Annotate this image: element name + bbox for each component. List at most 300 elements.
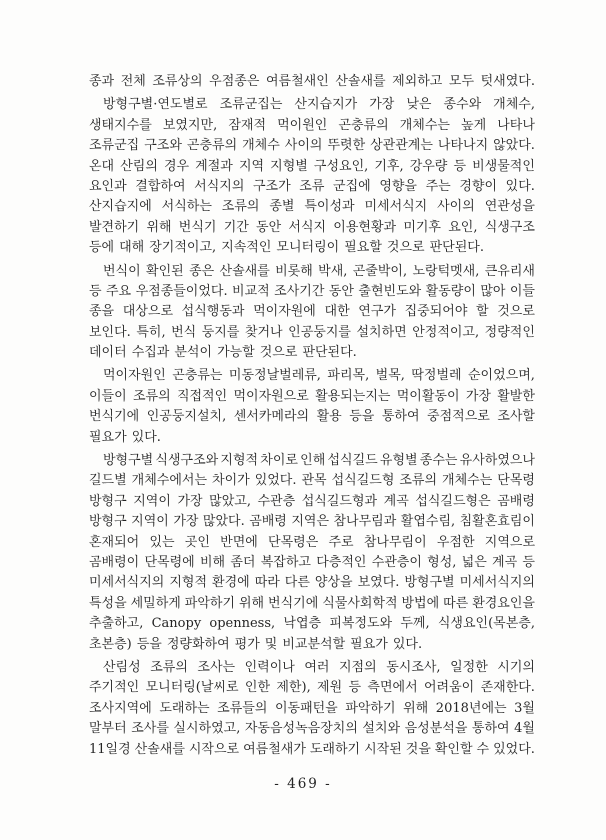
word: 등을 xyxy=(136,636,162,652)
word: 연구가 xyxy=(358,304,396,320)
text-line xyxy=(89,175,535,195)
text-line xyxy=(89,449,535,469)
word: 낙엽층 xyxy=(283,616,322,632)
word: 번식 xyxy=(171,324,197,340)
word: 동안 xyxy=(256,219,282,235)
text-line xyxy=(89,134,535,154)
word: 설치하면 xyxy=(356,324,407,340)
word: 자동음성녹음장치의 xyxy=(244,721,358,737)
word: 산솔새를 xyxy=(134,741,185,757)
paragraph xyxy=(89,364,535,446)
word: 먹이자원인 xyxy=(103,368,166,384)
word: 방형구별 xyxy=(404,575,455,591)
word: 섭식길드 xyxy=(327,453,378,469)
word: 서식지 xyxy=(288,219,327,235)
word: 방형구별·연도별로 xyxy=(103,97,208,113)
word: 대상으로 xyxy=(122,304,173,320)
word: 비롯해 xyxy=(275,263,313,279)
word: 장기적이고, xyxy=(149,240,217,256)
word: 것으로 xyxy=(259,345,298,361)
word: 설치와 xyxy=(362,721,401,737)
word: 인공둥지를 xyxy=(288,324,351,340)
text-line xyxy=(89,114,535,134)
word: 3월 xyxy=(514,700,535,716)
word: 조사는 xyxy=(197,659,236,675)
word: 번식기에 xyxy=(268,595,319,611)
word: 개체수는 xyxy=(442,473,493,489)
word: 곤충류의 xyxy=(186,138,238,154)
word: 제외하고 xyxy=(392,74,443,89)
word: 판단된다. xyxy=(429,240,484,256)
word: 등에 xyxy=(89,240,115,256)
word: 단목령에 xyxy=(144,554,195,570)
word: 보였다. xyxy=(357,575,400,591)
word: openness, xyxy=(209,616,276,632)
word: 판단된다. xyxy=(302,345,357,361)
word: 도래하기 xyxy=(309,741,361,757)
word: 딱정벌레 xyxy=(411,368,462,384)
word: 우점종은 xyxy=(209,74,260,89)
word: 위해 xyxy=(403,700,429,716)
word: 확인된 xyxy=(146,263,184,279)
word: 보였지만, xyxy=(162,117,218,133)
word: 피복정도와 xyxy=(329,616,393,632)
word: 조사지역에 xyxy=(89,700,152,716)
word: 음성분석을 xyxy=(404,721,468,737)
paragraph xyxy=(89,93,535,256)
word: 가장 xyxy=(369,97,395,113)
word: 상관관계는 xyxy=(370,138,433,154)
word: 섭식행동과 xyxy=(181,304,245,320)
word: 인해 xyxy=(300,453,326,469)
word: 측면에서 xyxy=(367,680,418,696)
word: 출현빈도와 xyxy=(358,283,422,299)
word: 등을 xyxy=(349,409,375,425)
word: 지역 xyxy=(238,158,265,174)
word: 계곡 xyxy=(492,554,518,570)
word: 낮은 xyxy=(406,97,432,113)
word: 필요할 xyxy=(344,240,382,256)
word: 조류의 xyxy=(132,388,171,404)
text-line xyxy=(89,717,535,737)
word: 둥지를 xyxy=(201,324,240,340)
word: 미동정날벌레류, xyxy=(228,368,321,384)
word: 지속적인 xyxy=(221,240,272,256)
word: 뚜렷한 xyxy=(327,138,366,154)
word: 파악하기 xyxy=(345,700,396,716)
word: 종은 xyxy=(189,263,215,279)
word: 기후, xyxy=(374,158,404,174)
word: 복잡하고 xyxy=(260,554,311,570)
word: 곳인 xyxy=(184,534,210,550)
text-line xyxy=(89,490,535,510)
word: 산솔새를 xyxy=(219,263,270,279)
word: 지역이 xyxy=(131,514,169,530)
text-line xyxy=(89,656,535,676)
word: 지형별 xyxy=(270,158,308,174)
word: 먹이원인 xyxy=(277,117,328,133)
word: 할 xyxy=(476,304,489,320)
word: 개체수, xyxy=(493,97,535,113)
word: 실시하였고, xyxy=(173,721,241,737)
word: 발견하기 xyxy=(89,219,140,235)
word: 곰배령이 xyxy=(89,554,140,570)
word: 것을 xyxy=(405,741,431,757)
word: 4월 xyxy=(514,721,535,737)
word: 혼재되어 xyxy=(89,534,140,550)
word: 특성을 xyxy=(89,595,127,611)
word: 식물사회학적 xyxy=(322,595,398,611)
word: 모니터링(날씨로 xyxy=(145,680,239,696)
word: 텃새였다. xyxy=(480,74,535,89)
word: 조류 xyxy=(299,178,325,194)
word: 일정한 xyxy=(450,659,488,675)
word: 침활혼효림이 xyxy=(459,514,535,530)
word: 동시조사, xyxy=(386,659,441,675)
word: 단목령 xyxy=(497,473,535,489)
word: 것으로 xyxy=(497,304,535,320)
word: 종수와 xyxy=(443,97,482,113)
word: 필요가 xyxy=(89,429,127,445)
word: 세밀하게 xyxy=(130,595,181,611)
word: Canopy xyxy=(151,616,202,632)
word: 가장 xyxy=(465,388,491,404)
word: 큰유리새 xyxy=(484,263,535,279)
word: 확인할 xyxy=(434,741,473,757)
text-line xyxy=(89,70,535,90)
word: 수집과 xyxy=(131,345,170,361)
word: 전체 xyxy=(120,74,146,89)
word: 것으로 xyxy=(386,240,425,256)
word: 길드별 xyxy=(89,473,127,489)
word: 넓은 xyxy=(461,554,487,570)
word: 벌목, xyxy=(375,368,405,384)
word: 미세서식지의 xyxy=(459,575,535,591)
word: 지형적 xyxy=(220,453,259,469)
word: 있다. xyxy=(392,636,423,652)
text-line xyxy=(89,676,535,696)
word: 보인다. xyxy=(89,324,131,340)
word: 비생물적인 xyxy=(472,158,535,174)
word: 구조와 xyxy=(144,138,182,154)
word: 필요가 xyxy=(350,636,388,652)
word: 곤충류의 xyxy=(338,117,389,133)
text-line xyxy=(89,405,535,425)
text-line xyxy=(89,195,535,215)
word: 등 xyxy=(522,554,535,570)
word: 높게 xyxy=(461,117,487,133)
word: 먹이자원으로 xyxy=(233,388,309,404)
text-line xyxy=(89,280,535,300)
word: 비교분석할 xyxy=(282,636,346,652)
word: 직접적인 xyxy=(176,388,228,404)
word: 있었다. xyxy=(493,741,535,757)
word: 영향을 xyxy=(379,178,417,194)
word: 계곡 xyxy=(383,493,409,509)
word: 활발한 xyxy=(497,388,535,404)
word: 우점한 xyxy=(436,534,475,550)
word: 유사하였으나 xyxy=(459,453,535,469)
word: 특히, xyxy=(136,324,166,340)
word: 수관층 xyxy=(257,493,296,509)
word: 이동패턴을 xyxy=(274,700,338,716)
text-line xyxy=(89,592,535,612)
word: 찾거나 xyxy=(244,324,283,340)
word: 있다. xyxy=(505,178,535,194)
text-line xyxy=(89,697,535,717)
word: 차이가 xyxy=(212,473,250,489)
word: 모니터링이 xyxy=(276,240,340,256)
word: 번식이 xyxy=(103,263,141,279)
paragraphs-container xyxy=(89,70,535,758)
text-line xyxy=(89,633,535,653)
word: 서식하는 xyxy=(161,199,212,215)
word: 계절과 xyxy=(195,158,233,174)
word: 어려움이 xyxy=(424,680,475,696)
word: 양상을 xyxy=(314,575,353,591)
word: 환경에 xyxy=(212,575,250,591)
text-line xyxy=(89,571,535,591)
word: 종별 xyxy=(269,199,295,215)
word: 식생요인(목본층, xyxy=(437,616,535,632)
word: 활엽수림, xyxy=(400,514,456,530)
word: 동안 xyxy=(328,283,354,299)
word: 통하여 xyxy=(471,721,510,737)
word: 여름철새인 xyxy=(265,74,329,89)
word: 먹이자원에 xyxy=(253,304,316,320)
word: 집중되어야 xyxy=(404,304,468,320)
word: 유형별 xyxy=(379,453,418,469)
word: 곰배령 xyxy=(497,493,535,509)
word: 대해 xyxy=(119,240,145,256)
word: 정량화하여 xyxy=(166,636,230,652)
word: 이들이 xyxy=(89,388,127,404)
word: 비해 xyxy=(199,554,226,570)
word: 중점적으로 xyxy=(427,409,490,425)
word: 순이었으며, xyxy=(468,368,535,384)
word: 정량적인 xyxy=(484,324,535,340)
word: 인력이나 xyxy=(244,659,295,675)
page-number: - 469 - xyxy=(274,776,332,792)
word: 미세서식지 xyxy=(364,199,428,215)
word: 연관성을 xyxy=(484,199,535,215)
word: 사이의 xyxy=(437,199,475,215)
word: 노랑턱멧새, xyxy=(412,263,480,279)
text-line xyxy=(89,341,535,361)
word: 개체수 xyxy=(242,138,280,154)
word: 우점종들이었다. xyxy=(135,283,228,299)
paragraph xyxy=(89,656,535,758)
word: 산지습지에 xyxy=(89,199,152,215)
word: 제원 xyxy=(317,680,343,696)
word: 경향이 xyxy=(459,178,498,194)
word: 형성, xyxy=(427,554,457,570)
word: 산림의 xyxy=(120,158,158,174)
word: 곤줄박이, xyxy=(352,263,408,279)
word: 통하여 xyxy=(381,409,420,425)
word: 산지습지가 xyxy=(294,97,358,113)
word: 및 xyxy=(264,636,278,652)
word: 구성요인, xyxy=(313,158,369,174)
word: 많았다. xyxy=(202,514,245,530)
word: 방형구 xyxy=(89,493,127,509)
word: 박새, xyxy=(318,263,348,279)
word: 있었다. xyxy=(254,473,297,489)
word: 생태지수를 xyxy=(89,117,152,133)
word: 잠재적 xyxy=(228,117,267,133)
word: 이들 xyxy=(509,283,535,299)
word: 종과 xyxy=(89,74,115,89)
word: 모두 xyxy=(448,74,475,89)
word: 활용되는지는 xyxy=(315,388,391,404)
text-line xyxy=(89,364,535,384)
text-line xyxy=(89,510,535,530)
paragraph xyxy=(89,449,535,653)
word: 등 xyxy=(89,283,102,299)
text-line xyxy=(89,155,535,175)
word: 지역은 xyxy=(291,514,330,530)
word: 나타나 xyxy=(497,117,535,133)
word: 곰배령 xyxy=(249,514,287,530)
text-line xyxy=(89,738,535,758)
word: 있다. xyxy=(131,429,161,445)
text-line xyxy=(89,216,535,236)
word: 시작으로 xyxy=(188,741,240,757)
word: 따른 xyxy=(443,595,469,611)
word: 지역으로 xyxy=(484,534,535,550)
word: 요인, xyxy=(448,219,478,235)
word: 파리목, xyxy=(327,368,370,384)
word: 지형적 xyxy=(169,575,208,591)
word: 조사기간 xyxy=(274,283,325,299)
word: 등 xyxy=(453,158,467,174)
word: 존재한다. xyxy=(480,680,535,696)
word: 곤충류는 xyxy=(172,368,223,384)
word: 두께, xyxy=(400,616,430,632)
word: 초본층) xyxy=(89,636,132,652)
word: 개체수에서는 xyxy=(131,473,208,489)
word: 참나무림이 xyxy=(363,534,427,550)
word: 조류의 xyxy=(150,659,188,675)
word: 기간 xyxy=(223,219,249,235)
word: 주기적인 xyxy=(89,680,140,696)
word: 식생구조와 xyxy=(155,453,219,469)
word: 미기후 xyxy=(403,219,441,235)
word: 대한 xyxy=(324,304,350,320)
word: 주는 xyxy=(425,178,451,194)
text-line xyxy=(89,321,535,341)
word: 종을 xyxy=(89,304,115,320)
word: 온대 xyxy=(89,158,115,174)
word: 수 xyxy=(476,741,490,757)
word: 결합하여 xyxy=(135,178,186,194)
word: 가장 xyxy=(173,514,199,530)
word: 참나무림과 xyxy=(333,514,397,530)
word: 반면에 xyxy=(220,534,258,550)
word: 따라 xyxy=(254,575,280,591)
text-line xyxy=(89,93,535,113)
word: 번식기에 xyxy=(89,409,140,425)
word: 강우량 xyxy=(409,158,448,174)
word: 지점의 xyxy=(339,659,377,675)
word: 위해 xyxy=(238,595,265,611)
word: 가능할 xyxy=(217,345,255,361)
word: 종수는 xyxy=(419,453,458,469)
word: 가장 xyxy=(177,493,203,509)
word: 센서카메라의 xyxy=(233,409,310,425)
word: 조사할 xyxy=(497,409,535,425)
word: 시기의 xyxy=(497,659,535,675)
word: 조류상의 xyxy=(152,74,203,89)
text-line xyxy=(89,426,535,446)
word: 구조가 xyxy=(252,178,291,194)
word: 먹이활동이 xyxy=(396,388,460,404)
word: 좀더 xyxy=(230,554,256,570)
word: 분석이 xyxy=(174,345,213,361)
word: 조류의 xyxy=(399,473,438,489)
word: 방형구별 xyxy=(103,453,154,469)
word: 시작된 xyxy=(364,741,402,757)
text-line xyxy=(89,531,535,551)
word: 개체수는 xyxy=(399,117,450,133)
word: 활동량이 xyxy=(425,283,476,299)
word: 관목 xyxy=(301,473,327,489)
word: 산솔새를 xyxy=(335,74,386,89)
word: 섭식길드형과 xyxy=(301,493,378,509)
word: 파악하기 xyxy=(184,595,236,611)
word: 많았고, xyxy=(209,493,251,509)
word: 조류들의 xyxy=(217,700,268,716)
word: 방법에 xyxy=(401,595,440,611)
word: 인공둥지설치, xyxy=(146,409,227,425)
word: 방형구 xyxy=(89,514,127,530)
paragraph xyxy=(89,70,535,90)
word: 여러 xyxy=(304,659,330,675)
word: 2018년에는 xyxy=(435,700,507,716)
word: 조류의 xyxy=(221,199,260,215)
text-line xyxy=(89,469,535,489)
word: 서식지의 xyxy=(194,178,245,194)
word: 않았다. xyxy=(493,138,535,154)
word: 산림성 xyxy=(103,659,141,675)
word: 사이의 xyxy=(284,138,323,154)
word: 있는 xyxy=(149,534,175,550)
word: 번식기 xyxy=(178,219,217,235)
word: 식생구조 xyxy=(484,219,535,235)
word: 많아 xyxy=(480,283,506,299)
word: 요인과 xyxy=(89,178,127,194)
word: 위해 xyxy=(146,219,172,235)
word: 데이터 xyxy=(89,345,127,361)
text-line xyxy=(89,385,535,405)
word: 평가 xyxy=(234,636,260,652)
text-line xyxy=(89,551,535,571)
text-line xyxy=(89,612,535,632)
word: 조류군집 xyxy=(89,138,140,154)
text-line xyxy=(89,236,535,256)
text-line xyxy=(89,260,535,280)
word: 활용 xyxy=(316,409,342,425)
word: 여름철새가 xyxy=(243,741,306,757)
word: 미세서식지의 xyxy=(89,575,165,591)
word: 추출하고, xyxy=(89,616,144,632)
word: 말부터 xyxy=(89,721,127,737)
word: 도래하는 xyxy=(159,700,210,716)
word: 수관층이 xyxy=(371,554,422,570)
word: 섭식길드형 xyxy=(331,473,395,489)
word: 11일경 xyxy=(89,741,131,757)
word: 환경요인을 xyxy=(472,595,535,611)
